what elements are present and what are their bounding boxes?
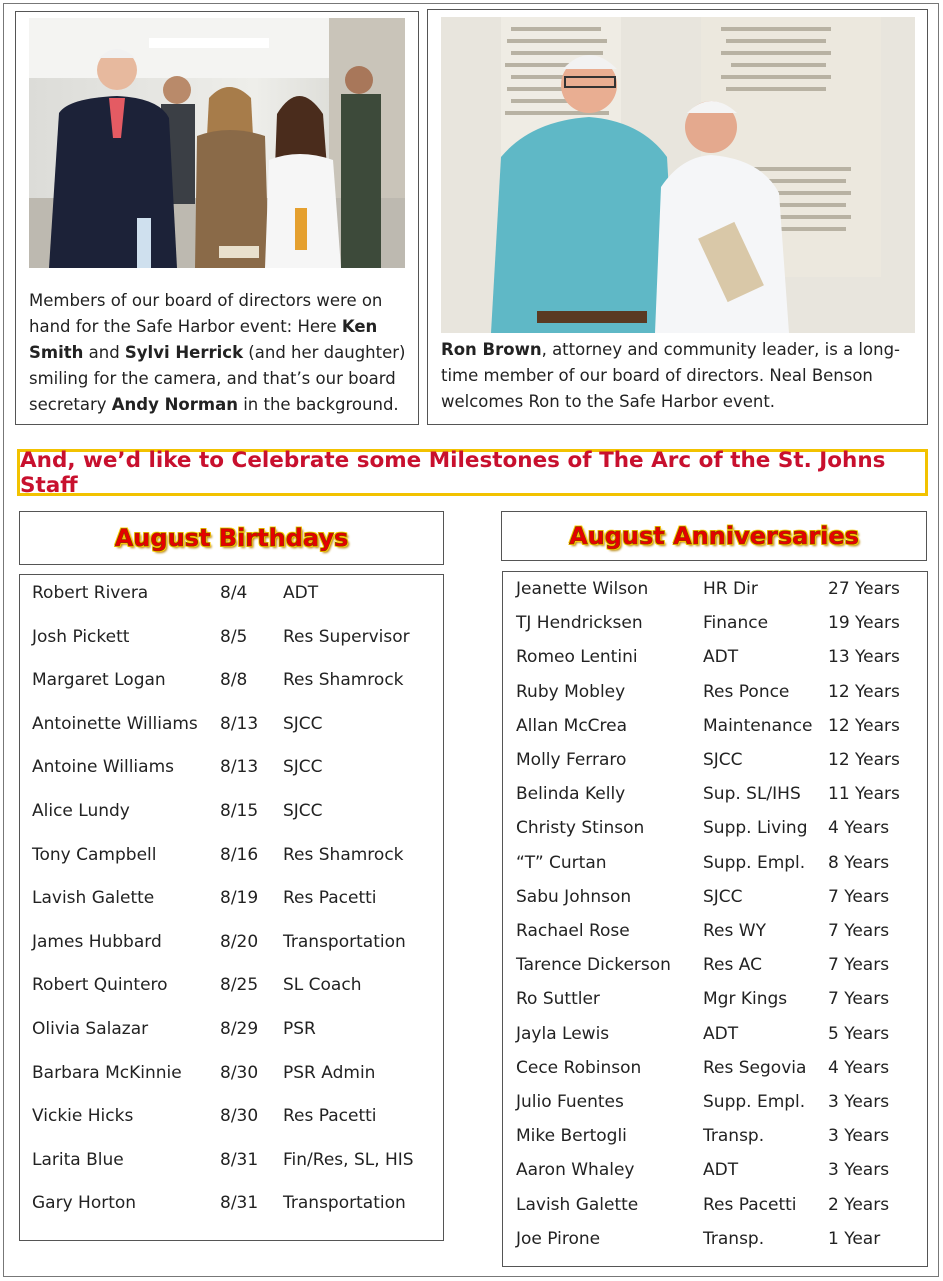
- row-value: 3 Years: [828, 1160, 890, 1181]
- row-value: 5 Years: [828, 1023, 890, 1044]
- row-detail: Supp. Empl.: [703, 852, 806, 873]
- row-detail: 8/4: [220, 583, 248, 603]
- row-value: 3 Years: [828, 1092, 890, 1112]
- row-detail: 8/13: [220, 713, 259, 734]
- row-value: 27 Years: [828, 579, 900, 599]
- caption-name: Andy Norman: [111, 395, 238, 414]
- row-name: Molly Ferraro: [516, 750, 627, 770]
- left-photo-caption: [29, 288, 409, 418]
- row-detail: 8/30: [220, 1062, 259, 1083]
- row-detail: SJCC: [703, 750, 743, 770]
- row-detail: SJCC: [703, 886, 743, 907]
- row-value: SJCC: [283, 757, 323, 778]
- row-detail: Transp.: [703, 1126, 765, 1147]
- row-detail: 8/16: [220, 844, 259, 865]
- row-name: Aaron Whaley: [516, 1160, 635, 1181]
- row-value: Res Pacetti: [283, 1106, 377, 1127]
- row-name: Margaret Logan: [32, 670, 166, 691]
- row-detail: 8/20: [220, 931, 259, 952]
- row-detail: 8/8: [220, 670, 248, 691]
- row-name: Christy Stinson: [516, 818, 645, 839]
- row-detail: 8/31: [220, 1193, 259, 1214]
- row-name: Olivia Salazar: [32, 1019, 149, 1039]
- row-name: Tarence Dickerson: [516, 955, 671, 976]
- row-detail: Res Ponce: [703, 681, 790, 702]
- caption-part: in the background.: [237, 395, 399, 414]
- row-name: Romeo Lentini: [516, 647, 638, 668]
- row-detail: 8/5: [220, 626, 248, 647]
- row-value: Res Shamrock: [283, 670, 404, 691]
- row-value: ADT: [283, 583, 319, 603]
- row-detail: Transp.: [703, 1228, 765, 1249]
- row-detail: ADT: [703, 1160, 739, 1181]
- row-name: Jeanette Wilson: [516, 579, 649, 599]
- row-detail: Finance: [703, 613, 769, 634]
- row-name: Lavish Galette: [516, 1194, 639, 1215]
- row-name: Julio Fuentes: [516, 1092, 624, 1112]
- row-value: 11 Years: [828, 784, 900, 805]
- row-name: James Hubbard: [32, 931, 162, 952]
- row-detail: ADT: [703, 647, 739, 668]
- ron-brown-photo: [441, 17, 915, 333]
- row-detail: 8/25: [220, 975, 259, 996]
- left-photo-card: [15, 11, 419, 425]
- row-detail: 8/15: [220, 801, 259, 821]
- row-detail: Supp. Living: [703, 818, 808, 839]
- row-value: 4 Years: [828, 1057, 890, 1078]
- row-value: Transportation: [283, 1193, 406, 1214]
- row-name: Vickie Hicks: [32, 1106, 134, 1127]
- row-value: Fin/Res, SL, HIS: [283, 1149, 414, 1170]
- row-name: Belinda Kelly: [516, 784, 626, 805]
- row-value: 2 Years: [828, 1194, 890, 1215]
- row-name: Larita Blue: [32, 1149, 124, 1170]
- row-name: Cece Robinson: [516, 1057, 642, 1078]
- row-name: Tony Campbell: [32, 844, 157, 865]
- row-value: 12 Years: [828, 681, 900, 702]
- row-detail: 8/29: [220, 1019, 259, 1039]
- row-name: Antoinette Williams: [32, 713, 198, 734]
- anniversaries-table: [502, 571, 928, 1267]
- row-value: 7 Years: [828, 989, 890, 1010]
- row-value: 13 Years: [828, 647, 900, 668]
- row-name: Robert Rivera: [32, 583, 149, 603]
- row-name: Allan McCrea: [516, 715, 628, 736]
- row-detail: 8/19: [220, 888, 259, 909]
- row-name: Antoine Williams: [32, 757, 174, 778]
- row-value: 8 Years: [828, 852, 890, 873]
- row-value: 7 Years: [828, 921, 890, 941]
- row-value: 1 Year: [828, 1228, 881, 1249]
- row-name: Jayla Lewis: [516, 1023, 610, 1044]
- row-detail: Sup. SL/IHS: [703, 784, 801, 805]
- birthdays-table: [19, 574, 444, 1241]
- row-detail: Res AC: [703, 955, 762, 976]
- row-name: Gary Horton: [32, 1193, 137, 1214]
- row-name: Barbara McKinnie: [32, 1062, 182, 1083]
- caption-part: Members of our board of directors were on hand for the Safe Harbor event: Here: [29, 291, 383, 336]
- row-value: PSR: [283, 1019, 316, 1039]
- row-detail: Supp. Empl.: [703, 1092, 806, 1112]
- row-value: 12 Years: [828, 750, 900, 770]
- row-name: Joe Pirone: [516, 1228, 601, 1249]
- right-photo-card: [427, 9, 928, 425]
- row-value: 4 Years: [828, 818, 890, 839]
- right-photo-caption: [441, 337, 915, 415]
- row-value: Res Supervisor: [283, 626, 410, 647]
- row-value: 19 Years: [828, 613, 900, 634]
- caption-name: Sylvi Herrick: [124, 343, 244, 362]
- row-detail: Mgr Kings: [703, 989, 788, 1010]
- birthdays-heading: August Birthdays: [19, 511, 444, 565]
- row-name: Lavish Galette: [32, 888, 155, 909]
- row-detail: 8/31: [220, 1149, 259, 1170]
- row-value: 7 Years: [828, 886, 890, 907]
- row-detail: Res WY: [703, 921, 766, 941]
- row-detail: HR Dir: [703, 579, 758, 599]
- row-name: Josh Pickett: [32, 626, 130, 647]
- caption-name: Ron Brown: [441, 340, 542, 359]
- row-value: SL Coach: [283, 975, 362, 996]
- row-detail: 8/13: [220, 757, 259, 778]
- row-value: 3 Years: [828, 1126, 890, 1147]
- row-value: Transportation: [283, 931, 406, 952]
- row-detail: 8/30: [220, 1106, 259, 1127]
- row-name: Alice Lundy: [32, 801, 130, 821]
- row-detail: Res Segovia: [703, 1057, 807, 1078]
- row-value: Res Shamrock: [283, 844, 404, 865]
- row-value: SJCC: [283, 801, 323, 821]
- row-detail: Res Pacetti: [703, 1194, 797, 1215]
- row-value: SJCC: [283, 713, 323, 734]
- anniversaries-heading: August Anniversaries: [501, 511, 927, 561]
- caption-name: Ken Smith: [29, 317, 378, 362]
- caption-part: (and her daughter) smiling for the camera, and that’s our board secretary: [29, 343, 406, 414]
- row-name: Robert Quintero: [32, 975, 168, 996]
- row-name: Rachael Rose: [516, 921, 630, 941]
- row-value: 12 Years: [828, 715, 900, 736]
- row-name: Mike Bertogli: [516, 1126, 627, 1147]
- row-detail: ADT: [703, 1023, 739, 1044]
- row-name: Ro Suttler: [516, 989, 600, 1010]
- row-name: “T” Curtan: [516, 852, 607, 873]
- row-detail: Maintenance: [703, 715, 813, 736]
- caption-part: , attorney and community leader, is a long-time member of our board of directors. Neal Benson welcomes Ron to the Safe Harbor event.: [441, 340, 900, 411]
- row-name: Ruby Mobley: [516, 681, 626, 702]
- caption-part: and: [83, 343, 125, 362]
- row-name: TJ Hendricksen: [516, 613, 643, 634]
- row-value: Res Pacetti: [283, 888, 377, 909]
- milestones-banner: And, we’d like to Celebrate some Milestones of The Arc of the St. Johns Staff: [17, 449, 928, 496]
- board-members-photo: [29, 18, 405, 268]
- row-name: Sabu Johnson: [516, 886, 632, 907]
- row-value: 7 Years: [828, 955, 890, 976]
- row-value: PSR Admin: [283, 1062, 376, 1083]
